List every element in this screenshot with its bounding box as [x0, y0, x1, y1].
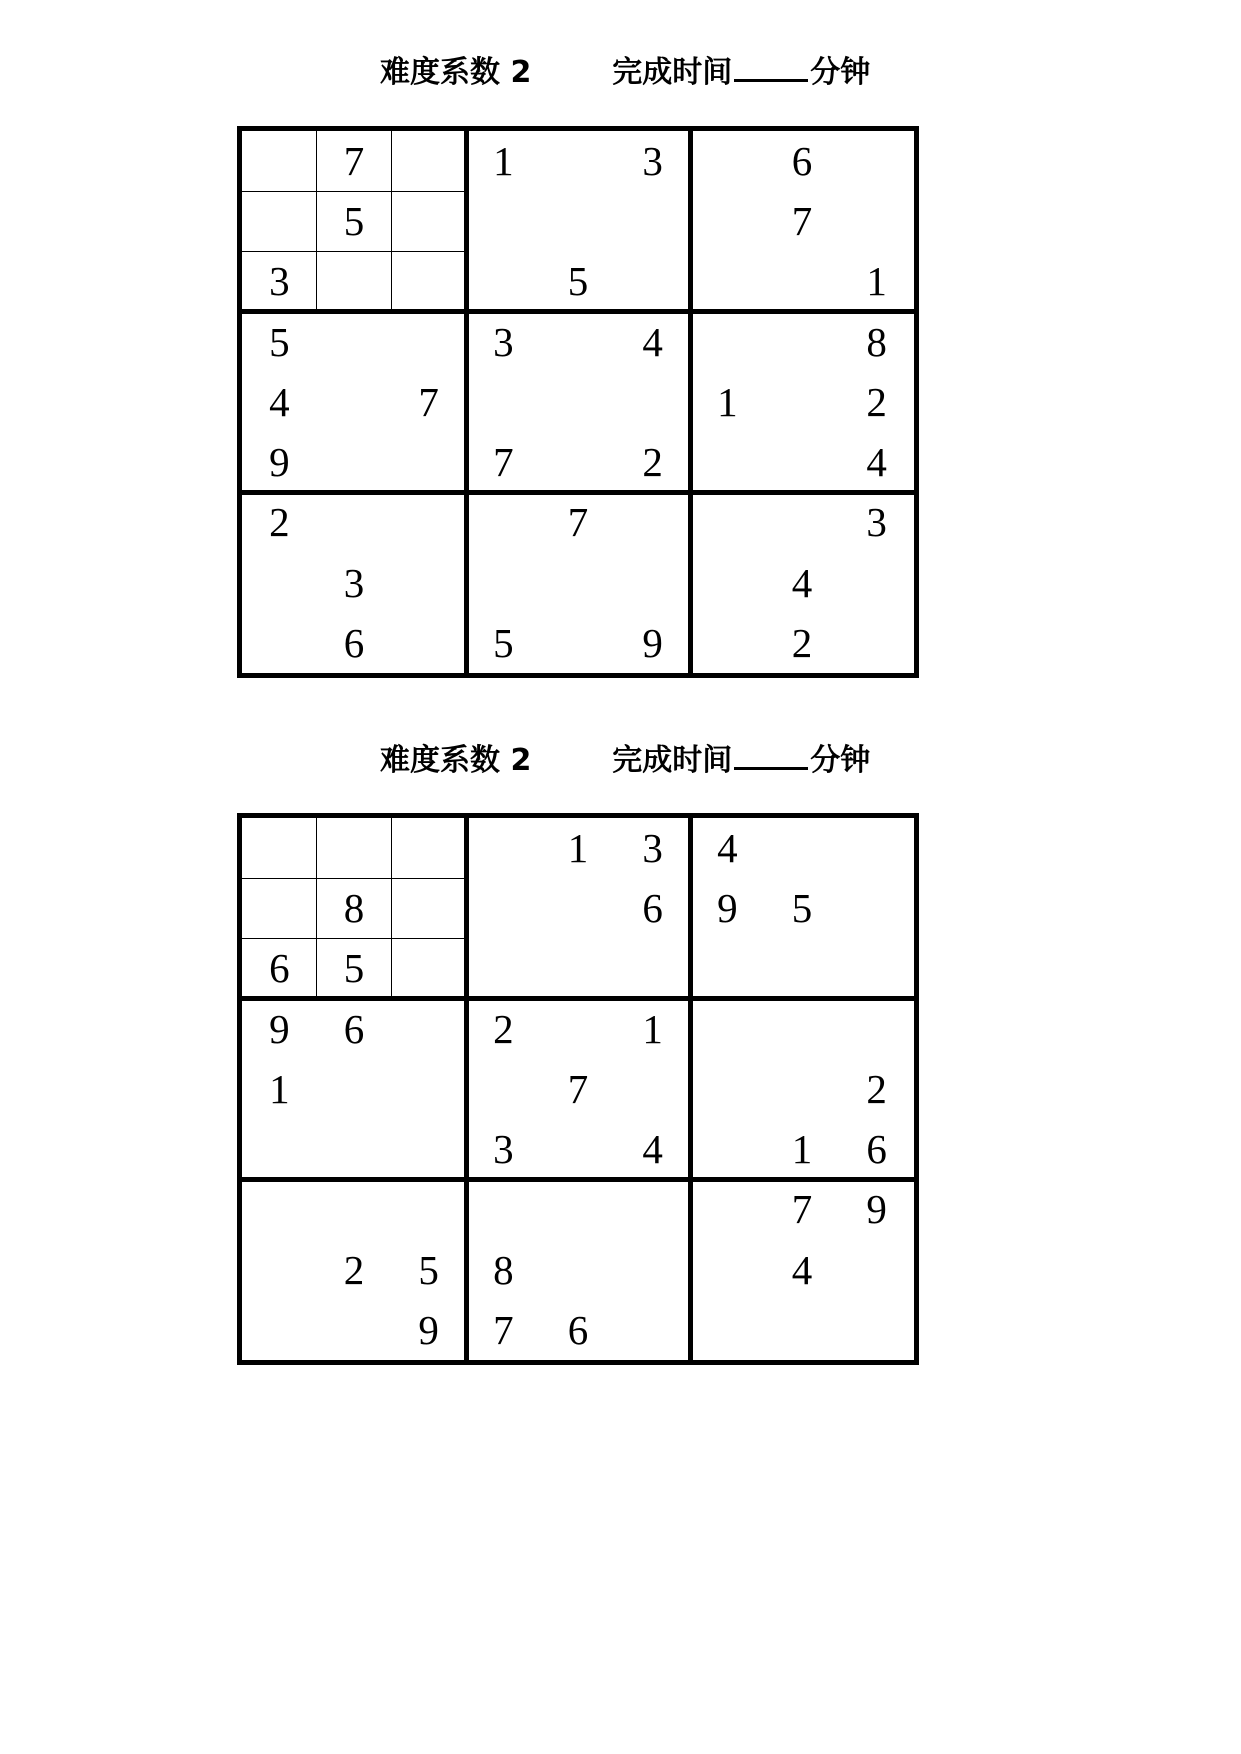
- given-digit: 8: [866, 318, 887, 365]
- empty-cell[interactable]: [242, 818, 317, 878]
- given-digit: 9: [269, 1005, 290, 1052]
- empty-cell[interactable]: [615, 1059, 690, 1119]
- given-digit: 3: [642, 825, 663, 871]
- empty-cell[interactable]: [690, 1300, 765, 1360]
- empty-cell[interactable]: [615, 191, 690, 251]
- empty-cell[interactable]: [765, 999, 840, 1059]
- empty-cell[interactable]: [690, 312, 765, 372]
- empty-cell[interactable]: [690, 432, 765, 492]
- empty-cell[interactable]: [317, 312, 392, 372]
- empty-cell[interactable]: [391, 1059, 466, 1119]
- given-digit: 3: [493, 318, 514, 365]
- given-digit: 2: [493, 1005, 514, 1052]
- empty-cell[interactable]: [317, 1300, 392, 1360]
- given-digit: 7: [493, 1306, 514, 1353]
- empty-cell[interactable]: [839, 1240, 914, 1300]
- given-digit: 2: [866, 378, 887, 425]
- empty-cell[interactable]: [615, 372, 690, 432]
- given-digit: 3: [269, 258, 290, 305]
- empty-cell[interactable]: [765, 492, 840, 552]
- given-digit: 1: [567, 825, 589, 871]
- empty-cell[interactable]: [765, 818, 840, 878]
- empty-cell[interactable]: [541, 191, 616, 251]
- empty-cell[interactable]: [765, 251, 840, 311]
- empty-cell[interactable]: [765, 312, 840, 372]
- time-unit: 分钟: [810, 743, 871, 778]
- given-digit: 2: [642, 439, 663, 486]
- empty-cell[interactable]: [839, 553, 914, 613]
- given-digit: 7: [791, 198, 813, 245]
- empty-cell[interactable]: [690, 553, 765, 613]
- empty-cell[interactable]: [466, 878, 541, 938]
- empty-cell[interactable]: [242, 131, 317, 191]
- empty-cell[interactable]: [839, 938, 914, 998]
- empty-cell[interactable]: [615, 938, 690, 998]
- empty-cell[interactable]: [765, 432, 840, 492]
- sudoku-grid-2: [237, 813, 919, 1365]
- empty-cell[interactable]: [541, 878, 616, 938]
- empty-cell[interactable]: [541, 1240, 616, 1300]
- empty-cell[interactable]: [391, 1119, 466, 1179]
- given-digit: 6: [269, 945, 290, 992]
- empty-cell[interactable]: [242, 1300, 317, 1360]
- given-digit: 6: [343, 619, 365, 666]
- empty-cell[interactable]: [391, 818, 466, 878]
- given-digit: 1: [717, 378, 738, 425]
- difficulty-value: 2: [510, 743, 532, 778]
- empty-cell[interactable]: [466, 191, 541, 251]
- given-digit: 2: [791, 619, 813, 666]
- given-digit: 1: [269, 1065, 290, 1112]
- given-digit: 5: [567, 258, 589, 305]
- empty-cell[interactable]: [391, 191, 466, 251]
- empty-cell[interactable]: [690, 999, 765, 1059]
- given-digit: 5: [269, 318, 290, 365]
- given-digit: 9: [642, 619, 663, 666]
- empty-cell[interactable]: [317, 1179, 392, 1239]
- given-digit: 6: [791, 138, 813, 184]
- given-digit: 1: [493, 138, 514, 184]
- empty-cell[interactable]: [242, 1240, 317, 1300]
- empty-cell[interactable]: [765, 938, 840, 998]
- empty-cell[interactable]: [242, 613, 317, 673]
- empty-cell[interactable]: [541, 1119, 616, 1179]
- given-digit: 7: [418, 378, 439, 425]
- empty-cell[interactable]: [391, 251, 466, 311]
- given-digit: 4: [717, 825, 738, 871]
- empty-cell[interactable]: [615, 492, 690, 552]
- sudoku-grid-1: [237, 126, 919, 678]
- given-digit: 7: [567, 499, 589, 546]
- empty-cell[interactable]: [839, 999, 914, 1059]
- empty-cell[interactable]: [466, 553, 541, 613]
- empty-cell[interactable]: [242, 191, 317, 251]
- empty-cell[interactable]: [317, 432, 392, 492]
- given-digit: 4: [269, 378, 290, 425]
- empty-cell[interactable]: [541, 372, 616, 432]
- empty-cell[interactable]: [317, 1059, 392, 1119]
- given-digit: 7: [493, 439, 514, 486]
- given-digit: 5: [418, 1246, 439, 1293]
- given-digit: 1: [866, 258, 887, 305]
- empty-cell[interactable]: [765, 1300, 840, 1360]
- empty-cell[interactable]: [839, 191, 914, 251]
- empty-cell[interactable]: [541, 938, 616, 998]
- time-label: 完成时间: [612, 55, 733, 90]
- given-digit: 6: [642, 885, 663, 932]
- empty-cell[interactable]: [391, 613, 466, 673]
- empty-cell[interactable]: [391, 312, 466, 372]
- empty-cell[interactable]: [541, 1179, 616, 1239]
- difficulty-label: 难度系数: [380, 55, 500, 90]
- empty-cell[interactable]: [690, 613, 765, 673]
- given-digit: 5: [791, 885, 813, 932]
- given-digit: 6: [866, 1126, 887, 1173]
- given-digit: 3: [493, 1126, 514, 1173]
- given-digit: 5: [493, 619, 514, 666]
- given-digit: 5: [343, 198, 365, 245]
- empty-cell[interactable]: [690, 251, 765, 311]
- empty-cell[interactable]: [391, 938, 466, 998]
- empty-cell[interactable]: [690, 1240, 765, 1300]
- given-digit: 3: [343, 559, 365, 606]
- empty-cell[interactable]: [391, 432, 466, 492]
- empty-cell[interactable]: [242, 1119, 317, 1179]
- given-digit: 9: [717, 885, 738, 932]
- empty-cell[interactable]: [317, 372, 392, 432]
- empty-cell[interactable]: [690, 191, 765, 251]
- empty-cell[interactable]: [242, 878, 317, 938]
- empty-cell[interactable]: [690, 131, 765, 191]
- given-digit: 1: [642, 1005, 663, 1052]
- difficulty-value: 2: [510, 55, 532, 90]
- empty-cell[interactable]: [615, 251, 690, 311]
- empty-cell[interactable]: [391, 878, 466, 938]
- empty-cell[interactable]: [839, 1300, 914, 1360]
- empty-cell[interactable]: [690, 938, 765, 998]
- given-digit: 4: [866, 439, 887, 486]
- empty-cell[interactable]: [690, 1179, 765, 1239]
- given-digit: 4: [791, 1246, 813, 1293]
- puzzle-header-1: [380, 48, 870, 98]
- empty-cell[interactable]: [391, 553, 466, 613]
- empty-cell[interactable]: [466, 1059, 541, 1119]
- empty-cell[interactable]: [541, 553, 616, 613]
- empty-cell[interactable]: [317, 492, 392, 552]
- given-digit: 7: [567, 1065, 589, 1112]
- given-digit: 7: [343, 138, 365, 184]
- given-digit: 9: [269, 439, 290, 486]
- empty-cell[interactable]: [391, 131, 466, 191]
- empty-cell[interactable]: [541, 312, 616, 372]
- empty-cell[interactable]: [615, 553, 690, 613]
- empty-cell[interactable]: [391, 492, 466, 552]
- time-unit: 分钟: [810, 55, 871, 90]
- empty-cell[interactable]: [839, 878, 914, 938]
- empty-cell[interactable]: [391, 999, 466, 1059]
- time-blank[interactable]: [734, 49, 808, 82]
- puzzle-header-2: [380, 736, 870, 786]
- empty-cell[interactable]: [839, 818, 914, 878]
- given-digit: 4: [791, 559, 813, 606]
- empty-cell[interactable]: [466, 1179, 541, 1239]
- empty-cell[interactable]: [317, 251, 392, 311]
- empty-cell[interactable]: [466, 818, 541, 878]
- empty-cell[interactable]: [242, 553, 317, 613]
- difficulty-label: 难度系数: [380, 743, 500, 778]
- given-digit: 7: [791, 1186, 813, 1233]
- given-digit: 8: [493, 1246, 514, 1293]
- empty-cell[interactable]: [615, 1240, 690, 1300]
- empty-cell[interactable]: [466, 492, 541, 552]
- empty-cell[interactable]: [615, 1300, 690, 1360]
- empty-cell[interactable]: [765, 1059, 840, 1119]
- given-digit: 3: [642, 138, 663, 184]
- empty-cell[interactable]: [541, 613, 616, 673]
- empty-cell[interactable]: [541, 999, 616, 1059]
- given-digit: 4: [642, 318, 663, 365]
- given-digit: 8: [343, 885, 365, 932]
- given-digit: 2: [866, 1065, 887, 1112]
- empty-cell[interactable]: [541, 131, 616, 191]
- empty-cell[interactable]: [839, 613, 914, 673]
- given-digit: 2: [269, 499, 290, 546]
- empty-cell[interactable]: [317, 818, 392, 878]
- empty-cell[interactable]: [242, 1179, 317, 1239]
- given-digit: 9: [418, 1306, 439, 1353]
- given-digit: 2: [343, 1246, 365, 1293]
- empty-cell[interactable]: [690, 492, 765, 552]
- time-label: 完成时间: [612, 743, 733, 778]
- given-digit: 5: [343, 945, 365, 992]
- given-digit: 4: [642, 1126, 663, 1173]
- empty-cell[interactable]: [466, 938, 541, 998]
- given-digit: 3: [866, 499, 887, 546]
- empty-cell[interactable]: [466, 251, 541, 311]
- empty-cell[interactable]: [765, 372, 840, 432]
- empty-cell[interactable]: [466, 372, 541, 432]
- time-blank[interactable]: [734, 737, 808, 770]
- given-digit: 1: [791, 1126, 813, 1173]
- empty-cell[interactable]: [690, 1059, 765, 1119]
- given-digit: 6: [343, 1005, 365, 1052]
- empty-cell[interactable]: [615, 1179, 690, 1239]
- empty-cell[interactable]: [541, 432, 616, 492]
- empty-cell[interactable]: [391, 1179, 466, 1239]
- given-digit: 6: [567, 1306, 589, 1353]
- empty-cell[interactable]: [317, 1119, 392, 1179]
- given-digit: 9: [866, 1186, 887, 1233]
- empty-cell[interactable]: [839, 131, 914, 191]
- empty-cell[interactable]: [690, 1119, 765, 1179]
